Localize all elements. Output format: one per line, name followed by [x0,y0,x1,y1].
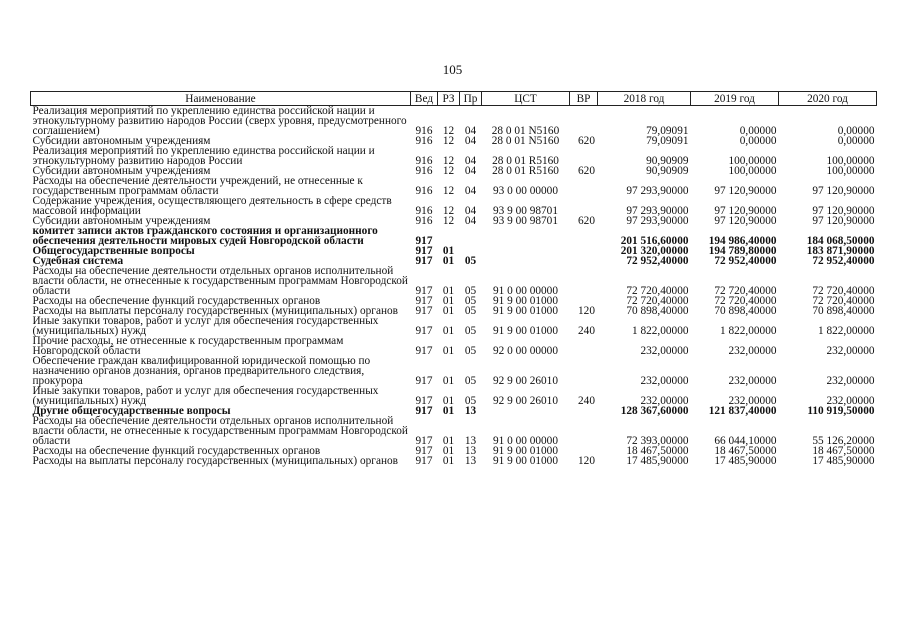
cell-name: Расходы на обеспечение деятельности отдельных органов исполнительной власти области, не отнесенные к государственным программам Новгородской области [32,415,408,447]
cell-2019: 0,00000 [739,125,777,137]
cell-2018: 72 720,40000 [626,295,689,307]
cell-ved: 917 [415,325,433,337]
cell-name: Иные закупки товаров, работ и услуг для обеспечения государственных (муниципальных) нужд [32,385,379,407]
cell-2018: 79,09091 [646,125,689,137]
header-rz: РЗ [438,92,460,106]
cell-2019: 1 822,00000 [720,325,777,337]
cell-cst: 91 9 00 01000 [493,445,558,457]
cell-2019: 232,00000 [728,375,777,387]
cell-2019: 97 120,90000 [714,185,777,197]
header-ved: Вед [411,92,438,106]
cell-pr: 13 [464,455,477,467]
cell-cst [482,406,570,416]
cell-2019: 0,00000 [739,135,777,147]
cell-2018: 97 293,90000 [626,205,689,217]
cell-rz: 01 [442,395,455,407]
cell-vr [570,356,598,386]
cell-2019: 121 837,40000 [708,405,777,417]
cell-2018: 90,90909 [646,155,689,167]
cell-pr: 13 [464,445,477,457]
cell-pr: 05 [464,305,477,317]
cell-2018: 201 320,00000 [620,245,689,257]
cell-cst: 28 0 01 R5160 [492,155,559,167]
cell-2018: 79,09091 [646,135,689,147]
header-2018: 2018 год [598,92,691,106]
cell-rz: 01 [442,325,455,337]
cell-vr: 620 [578,215,595,227]
cell-cst: 91 9 00 01000 [493,295,558,307]
cell-2020: 55 126,20000 [812,435,875,447]
cell-vr: 120 [578,455,595,467]
cell-2020: 110 919,50000 [807,405,875,417]
cell-2018: 232,00000 [640,375,689,387]
cell-2018: 72 720,40000 [626,285,689,297]
cell-ved: 917 [415,445,433,457]
cell-pr: 05 [464,375,477,387]
cell-2019: 232,00000 [728,345,777,357]
cell-ved: 917 [415,395,433,407]
cell-2019: 97 120,90000 [714,205,777,217]
cell-2018: 201 516,60000 [620,235,689,247]
cell-rz: 01 [442,305,455,317]
cell-ved: 917 [415,305,433,317]
cell-2020: 232,00000 [826,345,875,357]
cell-pr [460,226,482,246]
cell-vr: 240 [578,395,595,407]
cell-2020: 183 871,90000 [806,245,875,257]
cell-2019: 70 898,40000 [714,305,777,317]
cell-2019: 194 986,40000 [708,235,777,247]
table-row [31,266,877,296]
cell-vr [570,146,598,166]
table-row [31,316,877,336]
cell-pr: 05 [464,325,477,337]
cell-cst: 92 9 00 26010 [493,395,558,407]
cell-rz: 01 [442,405,455,417]
cell-2020: 72 720,40000 [812,285,875,297]
cell-2018: 232,00000 [640,395,689,407]
cell-rz: 12 [442,125,455,137]
cell-cst: 92 0 00 00000 [493,345,558,357]
cell-2020: 0,00000 [837,125,875,137]
cell-ved: 916 [415,185,433,197]
cell-pr: 05 [464,345,477,357]
cell-cst: 91 0 00 00000 [493,435,558,447]
cell-pr: 13 [464,435,477,447]
header-cst: ЦСТ [482,92,570,106]
cell-2019: 194 789,80000 [708,245,777,257]
cell-vr [570,196,598,216]
cell-rz: 12 [442,135,455,147]
cell-2018: 232,00000 [640,345,689,357]
cell-ved: 917 [415,455,433,467]
cell-vr: 620 [578,135,595,147]
table-header-row [31,92,877,106]
cell-2020: 100,00000 [826,155,875,167]
cell-ved: 917 [415,285,433,297]
cell-cst: 28 0 01 N5160 [491,135,560,147]
cell-2020: 184 068,50000 [806,235,875,247]
cell-pr: 05 [464,395,477,407]
cell-rz: 12 [442,155,455,167]
table-row [31,456,877,466]
cell-name: Содержание учреждения, осуществляющего деятельность в сфере средств массовой информации [32,195,392,217]
cell-2018: 128 367,60000 [620,405,689,417]
cell-pr: 04 [464,125,477,137]
cell-2018: 1 822,00000 [632,325,689,337]
table-row [31,176,877,196]
cell-name: Реализация мероприятий по укреплению единства российской нации и этнокультурному развитию народов России (сверх уровня, предусмотренного соглашением) [32,105,407,137]
cell-name: Другие общегосударственные вопросы [32,405,231,417]
cell-rz: 01 [442,445,455,457]
header-vr: ВР [570,92,598,106]
budget-table [30,91,877,466]
cell-2019: 100,00000 [728,155,777,167]
cell-rz: 12 [442,205,455,217]
cell-2018: 70 898,40000 [626,305,689,317]
cell-pr: 04 [464,205,477,217]
cell-vr [570,266,598,296]
cell-ved: 916 [415,125,433,137]
cell-rz: 12 [442,215,455,227]
cell-cst: 93 9 00 98701 [493,205,558,217]
cell-2019: 232,00000 [728,395,777,407]
cell-vr [570,106,598,137]
cell-name: Расходы на обеспечение функций государственных органов [32,295,321,307]
cell-name: Судебная система [32,255,124,267]
cell-ved: 916 [415,135,433,147]
cell-name: Расходы на обеспечение деятельности отдельных органов исполнительной власти области, не отнесенные к государственным программам Новгородской области [32,265,408,297]
cell-cst: 28 0 01 N5160 [491,125,560,137]
cell-2018: 17 485,90000 [626,455,689,467]
cell-vr: 240 [578,325,595,337]
cell-2020: 97 120,90000 [812,205,875,217]
cell-2020: 18 467,50000 [812,445,875,457]
cell-2018: 18 467,50000 [626,445,689,457]
cell-rz: 01 [442,295,455,307]
table-row [31,226,877,246]
cell-2018: 72 393,00000 [626,435,689,447]
cell-rz: 01 [442,255,455,267]
cell-name: комитет записи актов гражданского состояния и организационного обеспечения деятельности мировых судей Новгородской области [32,225,378,247]
cell-2020: 0,00000 [837,135,875,147]
cell-pr: 04 [464,155,477,167]
cell-cst: 93 0 00 00000 [493,185,558,197]
header-2020: 2020 год [779,92,877,106]
cell-2019: 66 044,10000 [714,435,777,447]
cell-cst: 92 9 00 26010 [493,375,558,387]
cell-rz: 12 [442,165,455,177]
cell-2020: 97 120,90000 [812,185,875,197]
table-row [31,336,877,356]
cell-rz: 12 [442,185,455,197]
cell-name: Расходы на обеспечение функций государственных органов [32,445,321,457]
cell-name: Прочие расходы, не отнесенные к государственным программам Новгородской области [32,335,344,357]
cell-vr: 120 [578,305,595,317]
table-row [31,386,877,406]
header-2019: 2019 год [691,92,779,106]
cell-ved: 917 [415,405,433,417]
cell-ved: 916 [415,215,433,227]
table-row [31,356,877,386]
page-number: 105 [442,62,463,77]
cell-pr: 05 [464,295,477,307]
cell-ved: 917 [415,245,433,257]
cell-ved: 917 [415,255,433,267]
table-row [31,416,877,446]
cell-2019: 97 120,90000 [714,215,777,227]
cell-ved: 917 [415,375,433,387]
table-body [31,106,877,467]
cell-vr [570,226,598,246]
cell-pr: 04 [464,215,477,227]
cell-2020: 232,00000 [826,375,875,387]
cell-2020: 97 120,90000 [812,215,875,227]
cell-2019: 72 720,40000 [714,285,777,297]
cell-2019: 18 467,50000 [714,445,777,457]
cell-2019: 100,00000 [728,165,777,177]
cell-2018: 72 952,40000 [626,255,689,267]
cell-name: Субсидии автономным учреждениям [32,165,211,177]
cell-vr [570,406,598,416]
cell-vr [570,246,598,256]
cell-vr [570,256,598,266]
cell-2018: 97 293,90000 [626,185,689,197]
cell-name: Субсидии автономным учреждениям [32,215,211,227]
cell-ved: 916 [415,155,433,167]
cell-name: Иные закупки товаров, работ и услуг для обеспечения государственных (муниципальных) нужд [32,315,379,337]
cell-2018: 97 293,90000 [626,215,689,227]
cell-2019: 17 485,90000 [714,455,777,467]
cell-name: Субсидии автономным учреждениям [32,135,211,147]
cell-name: Общегосударственные вопросы [32,245,195,257]
cell-pr: 13 [464,405,477,417]
cell-cst: 91 9 00 01000 [493,325,558,337]
header-name: Наименование [31,92,411,106]
cell-cst: 91 0 00 00000 [493,285,558,297]
cell-name: Расходы на выплаты персоналу государственных (муниципальных) органов [32,455,398,467]
cell-2020: 72 952,40000 [812,255,875,267]
cell-rz: 01 [442,345,455,357]
cell-2020: 72 720,40000 [812,295,875,307]
cell-rz: 01 [442,375,455,387]
cell-pr: 04 [464,185,477,197]
cell-2020: 100,00000 [826,165,875,177]
cell-cst [482,256,570,266]
cell-ved: 916 [415,205,433,217]
cell-cst [482,246,570,256]
cell-2019: 72 720,40000 [714,295,777,307]
cell-ved: 917 [415,295,433,307]
table-row [31,146,877,166]
cell-name: Обеспечение граждан квалифицированной юридической помощью по назначению органов дознания, органов предварительного следствия, прокурора [32,355,371,387]
cell-2020: 232,00000 [826,395,875,407]
cell-ved: 916 [415,165,433,177]
header-pr: Пр [460,92,482,106]
cell-rz [438,226,460,246]
cell-cst: 28 0 01 R5160 [492,165,559,177]
cell-ved: 917 [415,435,433,447]
cell-vr [570,336,598,356]
cell-pr: 05 [464,255,477,267]
cell-2018: 90,90909 [646,165,689,177]
cell-name: Реализация мероприятий по укреплению единства российской нации и этнокультурному развитию народов России [32,145,375,167]
cell-rz: 01 [442,455,455,467]
cell-pr: 05 [464,285,477,297]
cell-pr: 04 [464,135,477,147]
cell-2019: 72 952,40000 [714,255,777,267]
cell-rz: 01 [442,245,455,257]
table-row [31,106,877,137]
cell-name: Расходы на обеспечение деятельности учреждений, не отнесенные к государственным программам области [32,175,363,197]
cell-cst [482,226,570,246]
cell-name: Расходы на выплаты персоналу государственных (муниципальных) органов [32,305,398,317]
table-row [31,196,877,216]
cell-cst: 93 9 00 98701 [493,215,558,227]
cell-cst: 91 9 00 01000 [493,455,558,467]
cell-vr: 620 [578,165,595,177]
cell-pr: 04 [464,165,477,177]
cell-2020: 70 898,40000 [812,305,875,317]
cell-vr [570,176,598,196]
cell-ved: 917 [415,345,433,357]
cell-cst: 91 9 00 01000 [493,305,558,317]
cell-vr [570,416,598,446]
cell-ved: 917 [415,235,433,247]
cell-rz: 01 [442,285,455,297]
cell-rz: 01 [442,435,455,447]
cell-2020: 1 822,00000 [818,325,875,337]
cell-2020: 17 485,90000 [812,455,875,467]
